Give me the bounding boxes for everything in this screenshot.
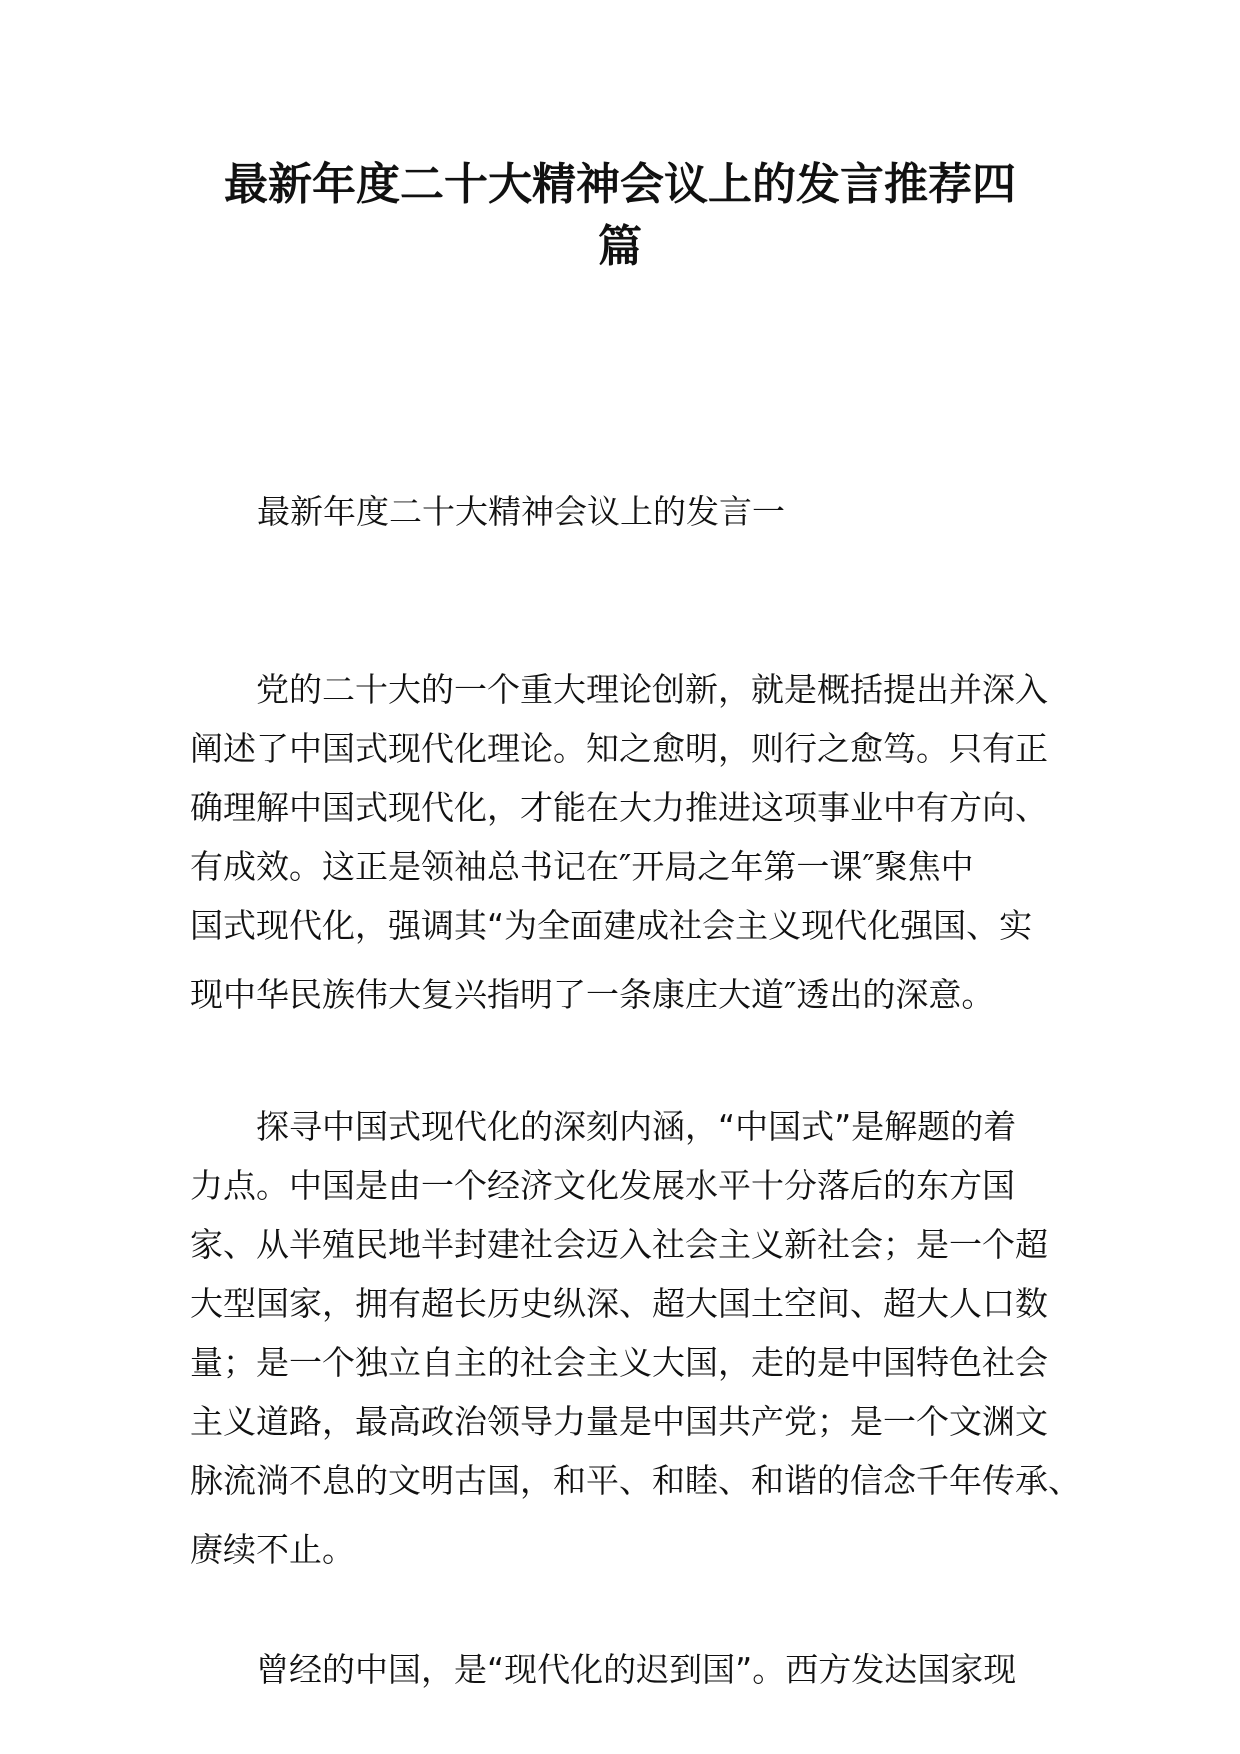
- title-line: 最新年度二十大精神会议上的发言推荐四: [224, 159, 1016, 210]
- text-line: 曾经的中国，是“现代化的迟到国”。西方发达国家现: [190, 1650, 1017, 1689]
- title-line: 篇: [598, 221, 642, 272]
- text-line: 家、从半殖民地半封建社会迈入社会主义新社会；是一个超: [190, 1225, 1048, 1264]
- text-line: 有成效。这正是领袖总书记在″开局之年第一课″聚焦中: [190, 847, 974, 886]
- text-line: 党的二十大的一个重大理论创新，就是概括提出并深入: [190, 670, 1048, 709]
- text-line: 国式现代化，强调其“为全面建成社会主义现代化强国、实: [190, 906, 1033, 945]
- document-title: [190, 154, 1050, 278]
- section-heading: 最新年度二十大精神会议上的发言一: [257, 492, 785, 531]
- text-line: 现中华民族伟大复兴指明了一条康庄大道″透出的深意。: [190, 975, 995, 1014]
- paragraph-3: [190, 1640, 1016, 1699]
- text-line: 主义道路，最高政治领导力量是中国共产党；是一个文渊文: [190, 1402, 1048, 1441]
- text-line: 阐述了中国式现代化理论。知之愈明，则行之愈笃。只有正: [190, 729, 1048, 768]
- text-line: 量；是一个独立自主的社会主义大国，走的是中国特色社会: [190, 1343, 1048, 1382]
- text-line: 力点。中国是由一个经济文化发展水平十分落后的东方国: [190, 1166, 1015, 1205]
- text-line: 赓续不止。: [190, 1530, 355, 1569]
- paragraph-1: [190, 660, 1048, 1024]
- text-line: 探寻中国式现代化的深刻内涵，“中国式”是解题的着: [190, 1107, 1017, 1146]
- text-line: 脉流淌不息的文明古国，和平、和睦、和谐的信念千年传承、: [190, 1461, 1081, 1500]
- text-line: 确理解中国式现代化，才能在大力推进这项事业中有方向、: [190, 788, 1048, 827]
- paragraph-2: [190, 1097, 1081, 1579]
- text-line: 大型国家，拥有超长历史纵深、超大国土空间、超大人口数: [190, 1284, 1048, 1323]
